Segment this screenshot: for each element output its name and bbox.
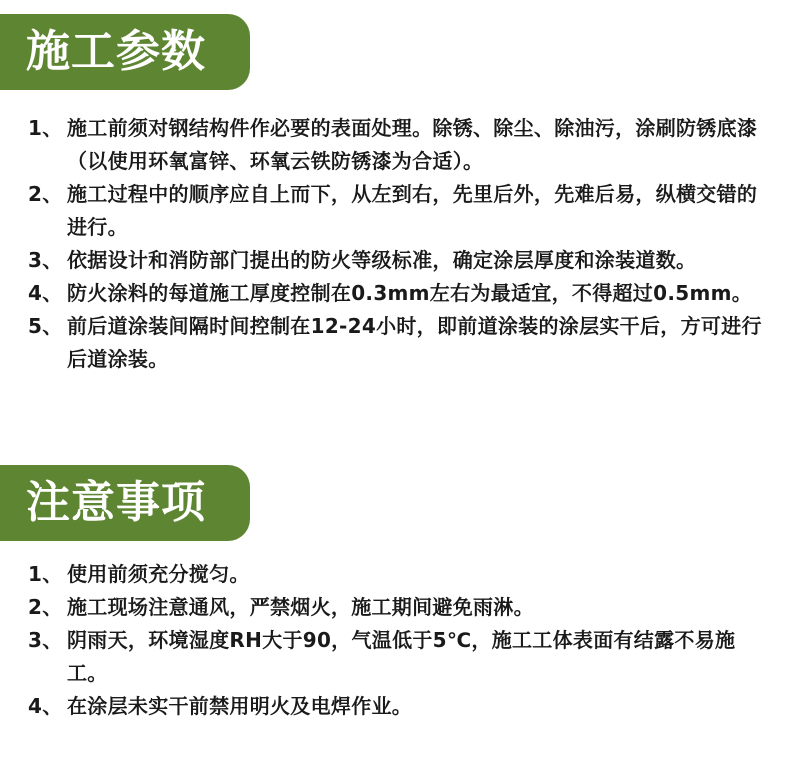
item-number: 2、 bbox=[28, 182, 63, 206]
item-number: 5、 bbox=[28, 314, 63, 338]
list-item bbox=[0, 244, 765, 277]
list-item bbox=[0, 690, 765, 723]
item-text: 依据设计和消防部门提出的防火等级标准，确定涂层厚度和涂装道数。 bbox=[67, 248, 697, 272]
item-number: 4、 bbox=[28, 281, 63, 305]
precautions-list bbox=[0, 558, 790, 723]
list-item bbox=[0, 277, 765, 310]
item-number: 3、 bbox=[28, 628, 63, 652]
list-item bbox=[0, 624, 765, 690]
item-number: 3、 bbox=[28, 248, 63, 272]
list-item bbox=[0, 591, 765, 624]
item-text: 防火涂料的每道施工厚度控制在0.3mm左右为最适宜，不得超过0.5mm。 bbox=[67, 281, 753, 305]
section-title-precautions: 注意事项 bbox=[0, 465, 250, 541]
item-number: 1、 bbox=[28, 562, 63, 586]
construction-parameters-list bbox=[0, 112, 790, 376]
list-item bbox=[0, 112, 765, 178]
item-number: 2、 bbox=[28, 595, 63, 619]
item-text: 施工前须对钢结构件作必要的表面处理。除锈、除尘、除油污，涂刷防锈底漆（以使用环氧富锌、环氧云铁防锈漆为合适）。 bbox=[67, 116, 758, 173]
list-item bbox=[0, 558, 765, 591]
item-number: 4、 bbox=[28, 694, 63, 718]
list-item bbox=[0, 178, 765, 244]
item-text: 使用前须充分搅匀。 bbox=[67, 562, 250, 586]
item-text: 阴雨天，环境湿度RH大于90，气温低于5℃，施工工体表面有结露不易施工。 bbox=[67, 628, 736, 685]
item-text: 施工过程中的顺序应自上而下，从左到右，先里后外，先难后易，纵横交错的进行。 bbox=[67, 182, 758, 239]
item-text: 施工现场注意通风，严禁烟火，施工期间避免雨淋。 bbox=[67, 595, 534, 619]
item-text: 前后道涂装间隔时间控制在12-24小时，即前道涂装的涂层实干后，方可进行后道涂装。 bbox=[67, 314, 762, 371]
list-item bbox=[0, 310, 765, 376]
item-number: 1、 bbox=[28, 116, 63, 140]
section-title-construction-parameters: 施工参数 bbox=[0, 14, 250, 90]
item-text: 在涂层未实干前禁用明火及电焊作业。 bbox=[67, 694, 413, 718]
